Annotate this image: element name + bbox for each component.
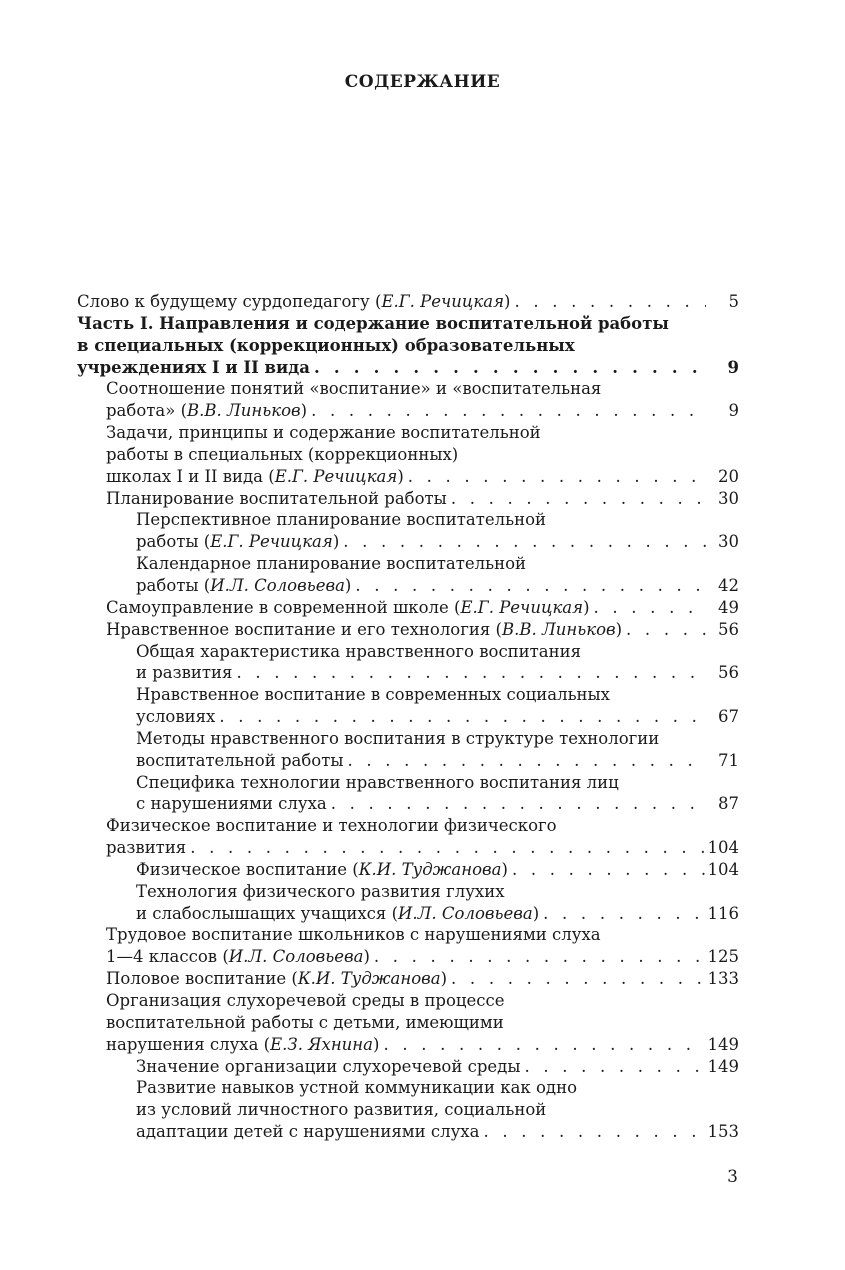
toc-entry-close: ) xyxy=(532,903,540,923)
toc-page-number: 30 xyxy=(718,488,739,508)
toc-entry-text: в специальных (коррекционных) образовательных xyxy=(77,335,575,355)
leader-dots xyxy=(347,750,706,772)
toc-page-number: 153 xyxy=(707,1122,739,1142)
toc-entry[interactable] xyxy=(77,619,739,641)
table-of-contents xyxy=(77,291,739,1143)
leader-dots xyxy=(311,400,706,422)
leader-dots xyxy=(626,619,706,641)
toc-entry-text: работы ( xyxy=(136,532,211,552)
toc-entry-text: условиях xyxy=(136,707,216,727)
toc-entry-author: Е.Г. Речицкая xyxy=(460,597,584,617)
toc-entry-author: Е.Г. Речицкая xyxy=(381,292,505,311)
toc-entry[interactable] xyxy=(77,466,739,488)
toc-entry-text: Трудовое воспитание школьников с нарушениями слуха xyxy=(106,925,601,945)
toc-entry-line[interactable] xyxy=(77,641,739,663)
toc-entry-close: ) xyxy=(615,619,623,639)
page-number: 3 xyxy=(727,1167,738,1187)
toc-entry-line[interactable] xyxy=(77,1077,739,1099)
leader-dots xyxy=(451,488,706,510)
toc-entry-close: ) xyxy=(397,466,404,486)
toc-entry-text: Нравственное воспитание в современных социальных xyxy=(136,685,610,705)
toc-entry-line[interactable] xyxy=(77,924,739,946)
toc-page-number: 104 xyxy=(707,859,739,879)
toc-entry-text: Физическое воспитание и технологии физического xyxy=(106,816,557,836)
toc-entry-author: Е.Г. Речицкая xyxy=(210,532,333,552)
toc-entry-line[interactable] xyxy=(77,378,739,400)
toc-entry-line[interactable] xyxy=(77,509,739,531)
toc-entry-text: Половое воспитание ( xyxy=(106,969,298,989)
toc-entry-text: Физическое воспитание ( xyxy=(136,859,359,879)
toc-entry-close: ) xyxy=(344,575,352,595)
toc-entry[interactable] xyxy=(77,1121,739,1143)
toc-entry[interactable] xyxy=(77,968,739,990)
toc-entry-text: и развития xyxy=(136,663,233,683)
page-title: СОДЕРЖАНИЕ xyxy=(344,72,501,92)
toc-part-heading-line[interactable] xyxy=(77,313,739,335)
toc-page-number: 71 xyxy=(718,750,739,770)
toc-entry-author: К.И. Туджанова xyxy=(297,969,441,989)
toc-page-number: 116 xyxy=(707,903,739,923)
leader-dots xyxy=(524,1056,704,1078)
toc-entry[interactable] xyxy=(77,400,739,422)
toc-page-number: 67 xyxy=(718,707,739,727)
toc-page-number: 125 xyxy=(707,947,739,967)
toc-entry-text: Задачи, принципы и содержание воспитательной xyxy=(106,423,541,443)
toc-page-number: 30 xyxy=(718,532,739,552)
toc-entry-text: Значение организации слухоречевой среды xyxy=(136,1056,521,1076)
toc-entry-text: школах I и II вида ( xyxy=(106,466,275,486)
toc-entry[interactable] xyxy=(77,662,739,684)
toc-entry-text: Самоуправление в современной школе ( xyxy=(106,597,461,617)
toc-entry[interactable] xyxy=(77,531,739,553)
leader-dots xyxy=(236,662,706,684)
toc-entry[interactable] xyxy=(77,837,739,859)
toc-entry-author: В.В. Линьков xyxy=(187,401,301,421)
toc-entry-text: воспитательной работы с детьми, имеющими xyxy=(106,1012,504,1032)
toc-entry-text: работа» ( xyxy=(106,401,188,421)
leader-dots xyxy=(219,706,706,728)
toc-entry-line[interactable] xyxy=(77,444,739,466)
toc-entry-line[interactable] xyxy=(77,728,739,750)
toc-entry-author: Е.Г. Речицкая xyxy=(274,466,398,486)
toc-entry[interactable] xyxy=(77,793,739,815)
toc-entry-text: учреждениях I и II вида xyxy=(77,357,310,377)
toc-page-number: 104 xyxy=(707,838,739,858)
toc-entry-line[interactable] xyxy=(77,815,739,837)
toc-page-number: 133 xyxy=(707,969,739,989)
toc-entry-text: Слово к будущему сурдопедагогу ( xyxy=(77,292,382,311)
toc-entry-line[interactable] xyxy=(77,881,739,903)
toc-entry-text: Специфика технологии нравственного воспитания лиц xyxy=(136,772,619,792)
toc-entry[interactable] xyxy=(77,597,739,619)
leader-dots xyxy=(408,466,706,488)
toc-entry-text: Развитие навыков устной коммуникации как одно xyxy=(136,1078,577,1098)
toc-entry-line[interactable] xyxy=(77,684,739,706)
toc-entry-text: работы ( xyxy=(136,575,211,595)
leader-dots xyxy=(512,859,705,881)
toc-entry[interactable] xyxy=(77,575,739,597)
toc-entry-text: Планирование воспитательной работы xyxy=(106,488,447,508)
toc-entry-text: Общая характеристика нравственного воспитания xyxy=(136,641,582,661)
toc-entry-text: Организация слухоречевой среды в процессе xyxy=(106,991,505,1010)
toc-entry-text: Календарное планирование воспитательной xyxy=(136,554,526,574)
toc-entry-text: из условий личностного развития, социальной xyxy=(136,1100,547,1120)
toc-entry[interactable] xyxy=(77,1056,739,1078)
toc-entry-close: ) xyxy=(300,401,308,421)
toc-entry-line[interactable] xyxy=(77,772,739,794)
toc-entry-author: И.Л. Соловьева xyxy=(210,575,345,595)
leader-dots xyxy=(543,903,704,925)
toc-entry[interactable] xyxy=(77,903,739,925)
toc-page-number: 49 xyxy=(718,597,739,617)
toc-entry-close: ) xyxy=(373,1034,380,1054)
leader-dots xyxy=(331,793,706,815)
toc-entry-author: Е.З. Яхнина xyxy=(270,1034,374,1054)
toc-entry-text: Технология физического развития глухих xyxy=(136,881,505,901)
toc-entry-line[interactable] xyxy=(77,1099,739,1121)
toc-page-number: 56 xyxy=(718,619,739,639)
toc-entry-text: развития xyxy=(106,838,187,858)
toc-page-number: 5 xyxy=(728,292,739,311)
leader-dots xyxy=(514,291,706,313)
leader-dots xyxy=(355,575,706,597)
toc-entry-text: с нарушениями слуха xyxy=(136,794,327,814)
toc-entry-close: ) xyxy=(332,532,340,552)
leader-dots xyxy=(451,968,704,990)
toc-page-number: 20 xyxy=(718,466,739,486)
toc-entry-close: ) xyxy=(501,859,508,879)
toc-entry-text: 1—4 классов ( xyxy=(106,947,229,967)
toc-entry-text: адаптации детей с нарушениями слуха xyxy=(136,1122,480,1142)
toc-entry-text: Перспективное планирование воспитательной xyxy=(136,510,547,530)
toc-entry-text: воспитательной работы xyxy=(136,750,344,770)
toc-entry-close: ) xyxy=(363,947,370,967)
leader-dots xyxy=(594,597,706,619)
toc-entry[interactable] xyxy=(77,946,739,968)
toc-entry-author: В.В. Линьков xyxy=(501,619,616,639)
toc-page-number: 9 xyxy=(727,357,739,377)
toc-entry[interactable] xyxy=(77,357,739,379)
toc-page-number: 56 xyxy=(718,663,739,683)
toc-entry-text: работы в специальных (коррекционных) xyxy=(106,444,459,464)
toc-entry[interactable] xyxy=(77,706,739,728)
toc-entry-close: ) xyxy=(440,969,448,989)
toc-entry-close: ) xyxy=(583,597,590,617)
toc-page-number: 87 xyxy=(718,794,739,814)
toc-entry[interactable] xyxy=(77,291,739,313)
leader-dots xyxy=(314,357,706,379)
toc-entry-text: нарушения слуха ( xyxy=(106,1034,271,1054)
toc-entry-line[interactable] xyxy=(77,1012,739,1034)
toc-page-number: 9 xyxy=(728,401,739,421)
toc-entry-author: И.Л. Соловьева xyxy=(228,947,364,967)
toc-entry[interactable] xyxy=(77,1034,739,1056)
leader-dots xyxy=(190,837,704,859)
toc-entry-line[interactable] xyxy=(77,553,739,575)
toc-entry-close: ) xyxy=(504,292,511,311)
toc-page-number: 149 xyxy=(707,1034,739,1054)
toc-entry[interactable] xyxy=(77,488,739,510)
toc-entry-text: Методы нравственного воспитания в структуре технологии xyxy=(136,728,660,748)
toc-entry-author: И.Л. Соловьева xyxy=(398,903,533,923)
toc-page-number: 42 xyxy=(718,575,739,595)
leader-dots xyxy=(343,531,706,553)
toc-entry-text: Часть I. Направления и содержание воспитательной работы xyxy=(77,313,669,333)
toc-entry-text: Нравственное воспитание и его технология ( xyxy=(106,619,502,639)
toc-part-heading-line[interactable] xyxy=(77,335,739,357)
toc-entry-line[interactable] xyxy=(77,990,739,1012)
leader-dots xyxy=(483,1121,704,1143)
leader-dots xyxy=(374,946,705,968)
leader-dots xyxy=(383,1034,704,1056)
toc-entry-text: и слабослышащих учащихся ( xyxy=(136,903,399,923)
toc-page-number: 149 xyxy=(707,1056,739,1076)
toc-entry[interactable] xyxy=(77,750,739,772)
toc-entry[interactable] xyxy=(77,859,739,881)
toc-entry-text: Соотношение понятий «воспитание» и «воспитательная xyxy=(106,379,602,399)
toc-entry-line[interactable] xyxy=(77,422,739,444)
toc-entry-author: К.И. Туджанова xyxy=(358,859,502,879)
